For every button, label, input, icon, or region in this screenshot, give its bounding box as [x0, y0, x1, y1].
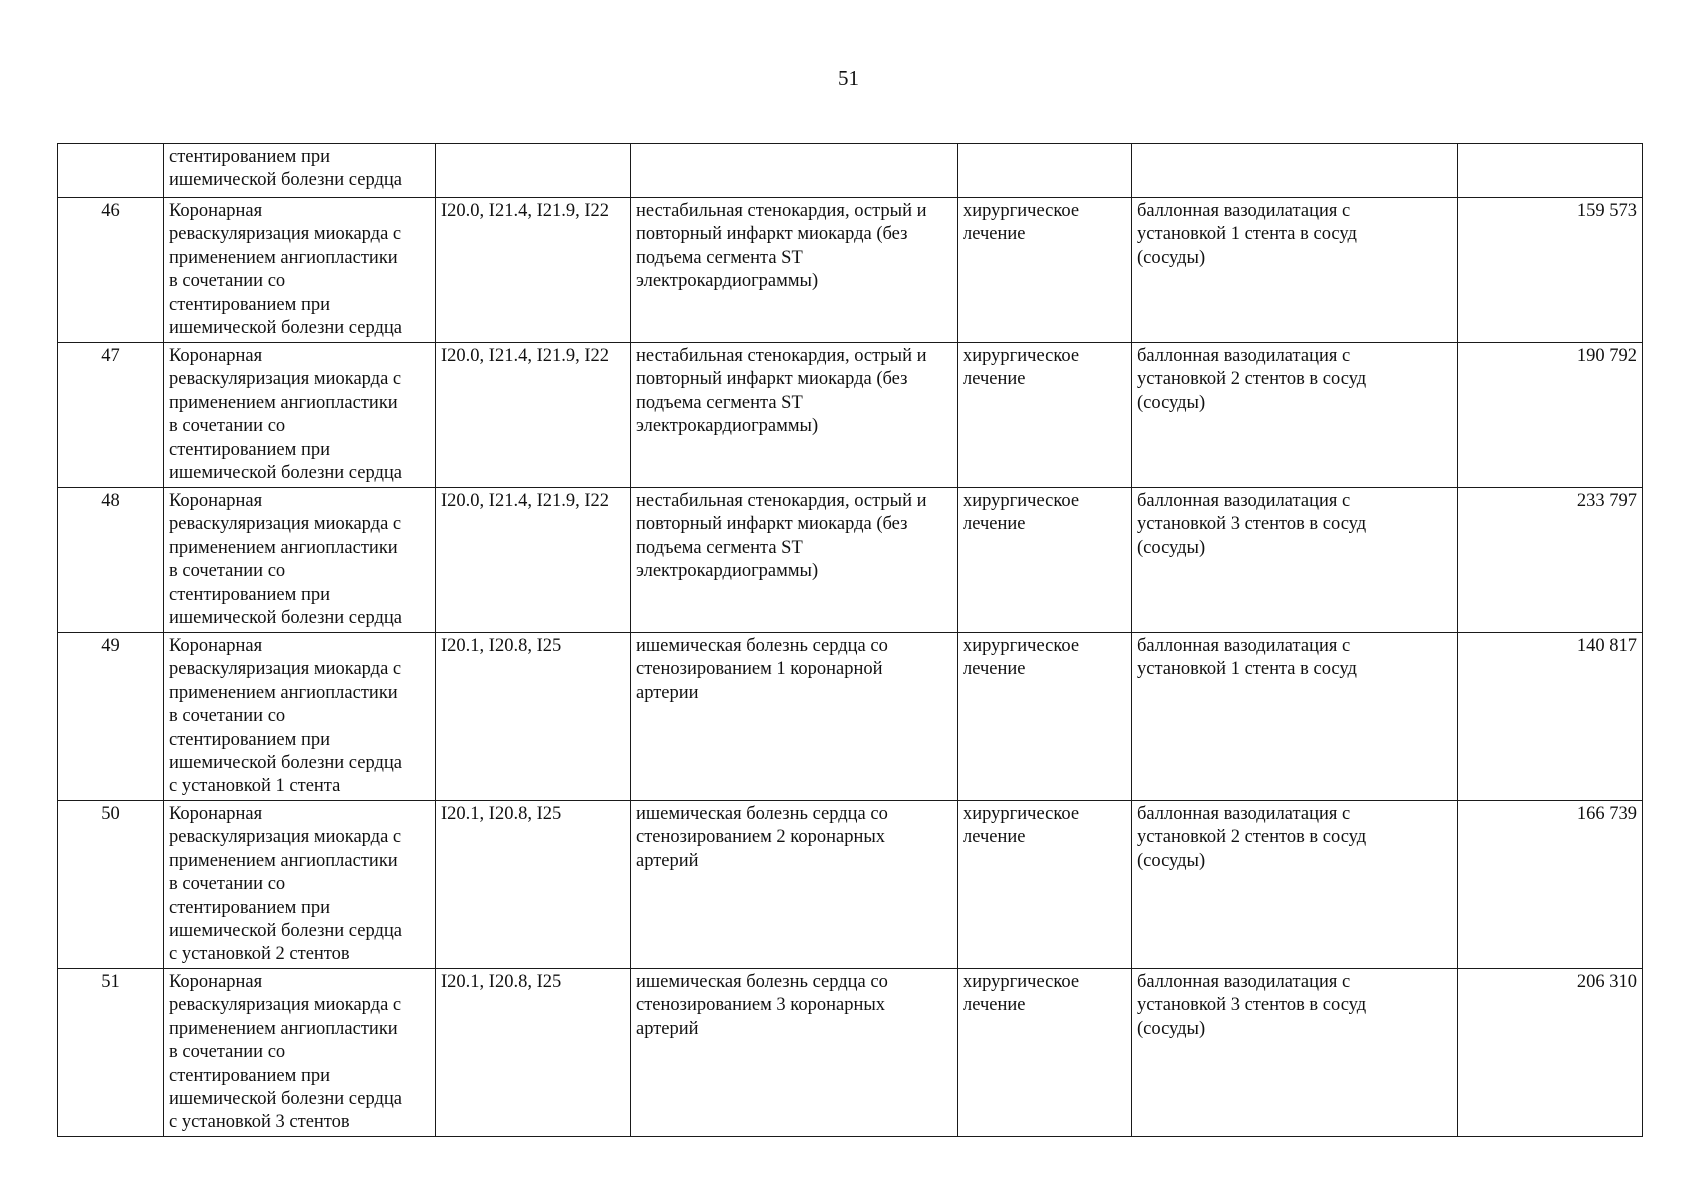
cell-method: баллонная вазодилатация с установкой 1 стента в сосуд	[1132, 633, 1458, 801]
cell-diagnosis: нестабильная стенокардия, острый и повторный инфаркт миокарда (без подъема сегмента ST электрокардиограммы)	[631, 488, 958, 633]
cell-name: Коронарная реваскуляризация миокарда с применением ангиопластики в сочетании со стентированием при ишемической болезни сердца	[164, 198, 436, 343]
cell-treatment: хирургическое лечение	[958, 343, 1132, 488]
cell-name: Коронарная реваскуляризация миокарда с применением ангиопластики в сочетании со стентированием при ишемической болезни сердца	[164, 488, 436, 633]
cell-method: баллонная вазодилатация с установкой 1 стента в сосуд (сосуды)	[1132, 198, 1458, 343]
table-body	[58, 144, 1643, 1137]
cell-diagnosis: нестабильная стенокардия, острый и повторный инфаркт миокарда (без подъема сегмента ST электрокардиограммы)	[631, 343, 958, 488]
cell-cost: 159 573	[1458, 198, 1643, 343]
cell-cost: 190 792	[1458, 343, 1643, 488]
cell-method: баллонная вазодилатация с установкой 3 стентов в сосуд (сосуды)	[1132, 969, 1458, 1137]
cell-number: 46	[58, 198, 164, 343]
cell-treatment: хирургическое лечение	[958, 198, 1132, 343]
table-row	[58, 969, 1643, 1137]
table-row	[58, 488, 1643, 633]
cell-codes: I20.1, I20.8, I25	[436, 633, 631, 801]
cell-treatment: хирургическое лечение	[958, 969, 1132, 1137]
cell-treatment: хирургическое лечение	[958, 801, 1132, 969]
cell-codes: I20.0, I21.4, I21.9, I22	[436, 343, 631, 488]
cell-diagnosis: ишемическая болезнь сердца со стенозированием 1 коронарной артерии	[631, 633, 958, 801]
cell-method: баллонная вазодилатация с установкой 2 стентов в сосуд (сосуды)	[1132, 343, 1458, 488]
cell-codes: I20.0, I21.4, I21.9, I22	[436, 198, 631, 343]
cell-cost: 233 797	[1458, 488, 1643, 633]
cell-number	[58, 144, 164, 198]
cell-method	[1132, 144, 1458, 198]
table-row	[58, 801, 1643, 969]
cell-number: 48	[58, 488, 164, 633]
cell-cost: 140 817	[1458, 633, 1643, 801]
cell-cost	[1458, 144, 1643, 198]
cell-codes: I20.0, I21.4, I21.9, I22	[436, 488, 631, 633]
cell-cost: 166 739	[1458, 801, 1643, 969]
cell-codes: I20.1, I20.8, I25	[436, 969, 631, 1137]
cell-codes	[436, 144, 631, 198]
cell-diagnosis	[631, 144, 958, 198]
cell-treatment: хирургическое лечение	[958, 488, 1132, 633]
cell-number: 49	[58, 633, 164, 801]
cell-diagnosis: ишемическая болезнь сердца со стенозированием 2 коронарных артерий	[631, 801, 958, 969]
page-number: 51	[838, 66, 859, 90]
table-row	[58, 633, 1643, 801]
cell-diagnosis: нестабильная стенокардия, острый и повторный инфаркт миокарда (без подъема сегмента ST электрокардиограммы)	[631, 198, 958, 343]
cell-number: 51	[58, 969, 164, 1137]
cell-name: Коронарная реваскуляризация миокарда с применением ангиопластики в сочетании со стентированием при ишемической болезни сердца с установкой 3 стентов	[164, 969, 436, 1137]
cell-codes: I20.1, I20.8, I25	[436, 801, 631, 969]
cell-method: баллонная вазодилатация с установкой 2 стентов в сосуд (сосуды)	[1132, 801, 1458, 969]
table-row	[58, 343, 1643, 488]
cell-method: баллонная вазодилатация с установкой 3 стентов в сосуд (сосуды)	[1132, 488, 1458, 633]
cell-cost: 206 310	[1458, 969, 1643, 1137]
cell-number: 47	[58, 343, 164, 488]
cell-name: Коронарная реваскуляризация миокарда с применением ангиопластики в сочетании со стентированием при ишемической болезни сердца	[164, 343, 436, 488]
table-row	[58, 198, 1643, 343]
cell-treatment: хирургическое лечение	[958, 633, 1132, 801]
cell-name: стентированием при ишемической болезни сердца	[164, 144, 436, 198]
cell-treatment	[958, 144, 1132, 198]
table-row-continuation	[58, 144, 1643, 198]
cell-number: 50	[58, 801, 164, 969]
cell-name: Коронарная реваскуляризация миокарда с применением ангиопластики в сочетании со стентированием при ишемической болезни сердца с установкой 1 стента	[164, 633, 436, 801]
cell-name: Коронарная реваскуляризация миокарда с применением ангиопластики в сочетании со стентированием при ишемической болезни сердца с установкой 2 стентов	[164, 801, 436, 969]
cell-diagnosis: ишемическая болезнь сердца со стенозированием 3 коронарных артерий	[631, 969, 958, 1137]
services-table	[57, 143, 1643, 1137]
